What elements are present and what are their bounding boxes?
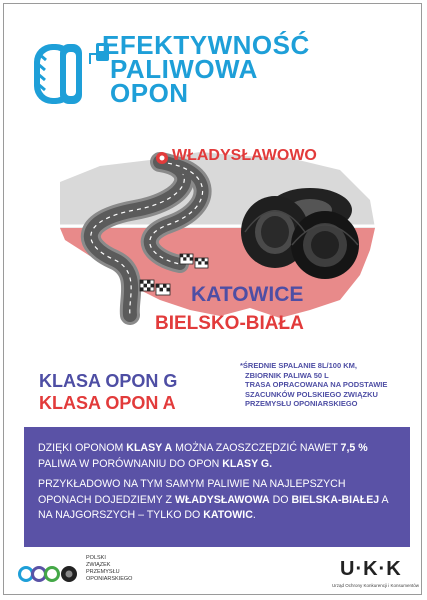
info-text: MOŻNA ZAOSZCZĘDZIĆ NAWET bbox=[172, 442, 341, 454]
info-emphasis: 7,5 % bbox=[340, 442, 368, 454]
info-paragraph-1 bbox=[38, 441, 398, 472]
info-emphasis: KATOWIC bbox=[203, 509, 253, 521]
info-emphasis: KLASY A bbox=[126, 442, 173, 454]
pzpo-logo bbox=[18, 565, 84, 583]
start-city-label: WŁADYSŁAWOWO bbox=[172, 147, 317, 164]
footnote-line: ZBIORNIK PALIWA 50 L bbox=[245, 370, 329, 380]
info-emphasis: KLASY G. bbox=[222, 457, 273, 470]
bielsko-biala-label: BIELSKO-BIAŁA bbox=[155, 313, 304, 334]
pzpo-text-line: ZWIĄZEK bbox=[86, 562, 111, 568]
footnote bbox=[240, 361, 416, 409]
info-text: PRZYKŁADOWO NA TYM SAMYM PALIWIE NA NAJLEPSZYCH OPONACH DOJEDZIEMY Z bbox=[38, 478, 346, 506]
info-emphasis: BIELSKA-BIAŁEJ bbox=[291, 493, 380, 506]
info-text: DO bbox=[269, 493, 292, 506]
footnote-line: TRASA OPRACOWANA NA PODSTAWIE bbox=[245, 380, 388, 389]
footnote-line: SZACUNKÓW POLSKIEGO ZWIĄZKU bbox=[245, 389, 378, 399]
info-text: A NA NAJGORSZYCH – TYLKO DO bbox=[38, 493, 389, 521]
info-paragraph-2 bbox=[38, 477, 398, 524]
footnote-line: PRZEMYSŁU OPONIARSKIEGO bbox=[245, 399, 358, 408]
info-text: DZIĘKI OPONOM bbox=[38, 442, 127, 454]
pzpo-text-line: PRZEMYSŁU bbox=[86, 569, 120, 575]
info-panel bbox=[24, 427, 410, 547]
tire-fuel-pump-icon bbox=[30, 38, 112, 110]
pzpo-logo-text bbox=[86, 555, 132, 583]
info-text: . bbox=[252, 509, 256, 521]
title-line-1: EFEKTYWNOŚĆ bbox=[102, 30, 310, 60]
katowice-label: KATOWICE bbox=[191, 283, 304, 306]
klasa-a-label: KLASA OPON A bbox=[39, 393, 176, 413]
footnote-line: *ŚREDNIE SPALANIE 8L/100 KM, bbox=[240, 361, 357, 370]
uokik-caption: Urząd Ochrony Konkurencji i Konsumentów bbox=[332, 583, 420, 588]
klasa-g-label: KLASA OPON G bbox=[39, 371, 178, 391]
title-line-3: OPON bbox=[110, 78, 189, 108]
pzpo-text-line: OPONIARSKIEGO bbox=[86, 576, 133, 582]
pzpo-text-line: POLSKI bbox=[86, 555, 106, 561]
info-text: PALIWA W PORÓWNANIU DO OPON bbox=[38, 457, 223, 470]
title-line-2: PALIWOWA bbox=[110, 54, 258, 84]
uokik-logo: U·K·K bbox=[340, 558, 402, 580]
info-emphasis: WŁADYSŁAWOWA bbox=[174, 493, 270, 506]
